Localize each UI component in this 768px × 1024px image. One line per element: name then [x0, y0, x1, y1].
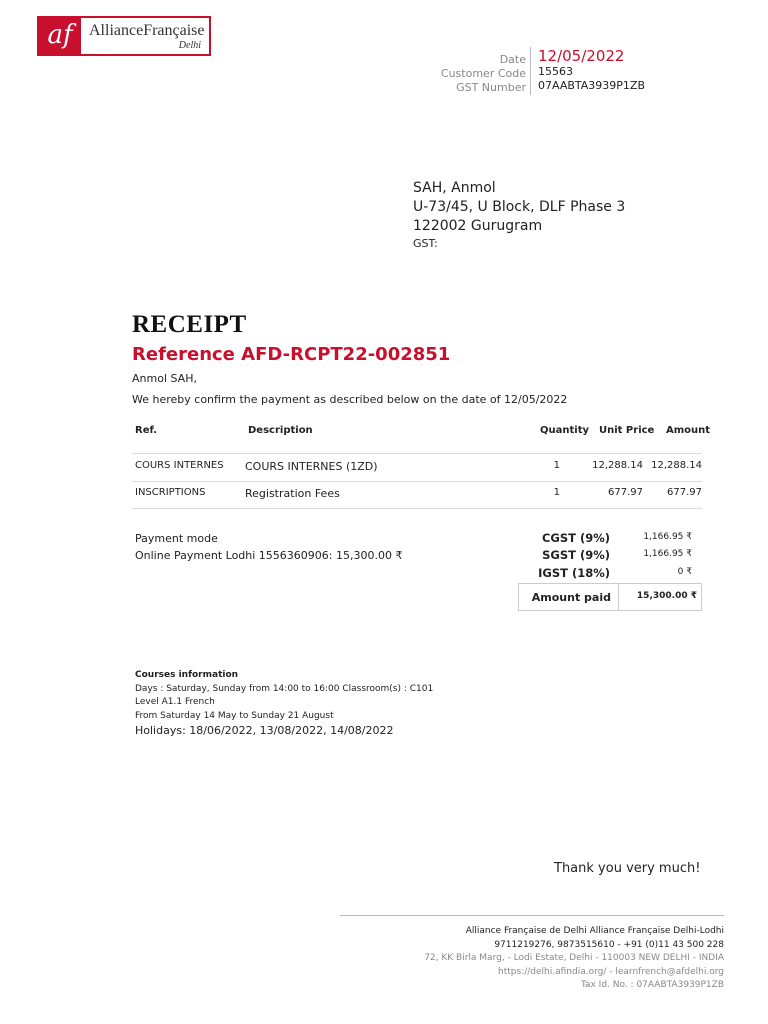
row2-ref: INSCRIPTIONS [135, 487, 206, 498]
row1-description: COURS INTERNES (1ZD) [245, 460, 378, 473]
row2-description: Registration Fees [245, 487, 340, 500]
receipt-title: RECEIPT [132, 311, 247, 338]
courses-days: Days : Saturday, Sunday from 14:00 to 16:00 Classroom(s) : C101 [135, 683, 434, 694]
address-line-1: U-73/45, U Block, DLF Phase 3 [413, 199, 626, 215]
row1-quantity: 1 [553, 460, 560, 471]
row2-amount: 677.97 [667, 487, 702, 498]
address-line-2: 122002 Gurugram [413, 218, 543, 234]
footer-phones: 9711219276, 9873515610 - +91 (0)11 43 500 228 [494, 939, 724, 950]
payment-mode-value: Online Payment Lodhi 1556360906: 15,300.00 ₹ [135, 549, 403, 562]
thank-you-message: Thank you very much! [554, 861, 701, 876]
header-ref: Ref. [135, 425, 158, 436]
date-value: 12/05/2022 [538, 47, 625, 65]
sgst-label: SGST (9%) [542, 548, 610, 562]
courses-holidays: Holidays: 18/06/2022, 13/08/2022, 14/08/2022 [135, 724, 394, 737]
header-unit-price: Unit Price [599, 425, 655, 436]
meta-divider [530, 47, 531, 95]
row1-amount: 12,288.14 [651, 460, 702, 471]
sgst-value: 1,166.95 ₹ [643, 549, 692, 559]
receipt-reference: Reference AFD-RCPT22-002851 [132, 344, 451, 365]
customer-gst: GST: [413, 237, 438, 250]
courses-heading: Courses information [135, 670, 239, 680]
header-amount: Amount [666, 425, 711, 436]
courses-information [135, 669, 433, 739]
logo-subtitle: Delhi [178, 40, 201, 51]
customer-name: SAH, Anmol [413, 180, 496, 196]
footer-divider [340, 915, 724, 916]
header-quantity: Quantity [540, 425, 589, 436]
gst-number-value: 07AABTA3939P1ZB [538, 79, 645, 92]
footer-address: 72, KK Birla Marg, - Lodi Estate, Delhi - 110003 NEW DELHI - INDIA [424, 953, 724, 963]
cgst-value: 1,166.95 ₹ [643, 532, 692, 542]
footer-tax-id: Tax Id. No. : 07AABTA3939P1ZB [580, 980, 724, 990]
courses-level: Level A1.1 French [135, 697, 215, 707]
table-divider [132, 481, 702, 482]
alliance-francaise-logo [37, 16, 211, 56]
meta-labels [420, 53, 526, 95]
customer-address [413, 179, 625, 252]
footer-organization: Alliance Française de Delhi Alliance Française Delhi-Lodhi [465, 926, 724, 936]
customer-code-label: Customer Code [440, 67, 526, 80]
amount-paid-label: Amount paid [531, 591, 611, 604]
igst-label: IGST (18%) [538, 566, 610, 580]
footer [320, 925, 724, 993]
igst-value: 0 ₹ [677, 567, 692, 577]
row2-unit-price: 677.97 [608, 487, 643, 498]
courses-period: From Saturday 14 May to Sunday 21 August [135, 710, 334, 721]
customer-code-value: 15563 [538, 65, 573, 78]
confirmation-text: We hereby confirm the payment as described below on the date of 12/05/2022 [132, 393, 568, 406]
payment-mode-label: Payment mode [135, 532, 218, 545]
meta-values [538, 47, 645, 93]
footer-web: https://delhi.afindia.org/ - learnfrench@afdelhi.org [498, 966, 724, 977]
row2-quantity: 1 [553, 487, 560, 498]
header-description: Description [248, 425, 313, 436]
greeting: Anmol SAH, [132, 372, 197, 385]
logo-mark: af [39, 18, 81, 54]
logo-name: AllianceFrançaise [89, 22, 205, 39]
cgst-label: CGST (9%) [541, 531, 610, 545]
date-label: Date [499, 53, 526, 66]
row1-ref: COURS INTERNES [135, 460, 224, 471]
gst-number-label: GST Number [456, 81, 526, 94]
table-divider [132, 508, 702, 509]
amount-paid-box [518, 583, 702, 611]
table-divider [132, 453, 702, 454]
amount-paid-value: 15,300.00 ₹ [636, 591, 697, 601]
row1-unit-price: 12,288.14 [592, 460, 643, 471]
